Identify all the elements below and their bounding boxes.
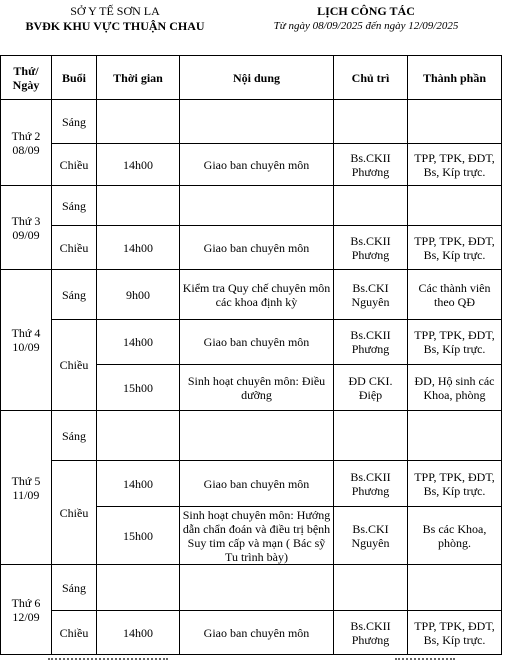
table-row bbox=[1, 320, 502, 365]
table-header-row bbox=[1, 56, 502, 100]
day-cell: Thứ 6 12/09 bbox=[1, 565, 52, 655]
time-cell: 14h00 bbox=[97, 226, 180, 270]
members-cell bbox=[408, 411, 502, 461]
chair-cell: Bs.CKII Phương bbox=[334, 320, 408, 365]
time-cell: 15h00 bbox=[97, 365, 180, 411]
content-cell: Kiểm tra Quy chế chuyên môn các khoa định kỳ bbox=[180, 270, 334, 320]
content-cell bbox=[180, 411, 334, 461]
time-cell: 14h00 bbox=[97, 320, 180, 365]
chair-cell: ĐD CKI. Điệp bbox=[334, 365, 408, 411]
time-cell: 14h00 bbox=[97, 611, 180, 655]
time-cell: 9h00 bbox=[97, 270, 180, 320]
schedule-table bbox=[0, 55, 502, 655]
chair-cell bbox=[334, 565, 408, 611]
session-cell: Chiều bbox=[52, 461, 97, 565]
day-cell: Thứ 3 09/09 bbox=[1, 186, 52, 270]
day-cell: Thứ 2 08/09 bbox=[1, 100, 52, 186]
members-cell bbox=[408, 100, 502, 144]
org-parent: SỞ Y TẾ SƠN LA bbox=[70, 4, 160, 18]
table-row bbox=[1, 100, 502, 144]
members-cell: TPP, TPK, ĐDT, Bs, Kíp trực. bbox=[408, 461, 502, 507]
session-cell: Chiều bbox=[52, 144, 97, 186]
doc-range: Từ ngày 08/09/2025 đến ngày 12/09/2025 bbox=[273, 20, 459, 32]
chair-cell bbox=[334, 186, 408, 226]
members-cell: TPP, TPK, ĐDT, Bs, Kíp trực. bbox=[408, 226, 502, 270]
chair-cell: Bs.CKII Phương bbox=[334, 611, 408, 655]
session-cell: Chiều bbox=[52, 226, 97, 270]
time-cell bbox=[97, 565, 180, 611]
time-cell bbox=[97, 100, 180, 144]
chair-cell: Bs.CKII Phương bbox=[334, 226, 408, 270]
time-cell bbox=[97, 186, 180, 226]
col-header-day: Thứ/ Ngày bbox=[1, 56, 52, 100]
session-cell: Sáng bbox=[52, 100, 97, 144]
content-cell: Giao ban chuyên môn bbox=[180, 611, 334, 655]
col-header-members: Thành phần bbox=[408, 56, 502, 100]
table-row bbox=[1, 565, 502, 611]
table-row bbox=[1, 144, 502, 186]
members-cell: TPP, TPK, ĐDT, Bs, Kíp trực. bbox=[408, 611, 502, 655]
content-cell bbox=[180, 565, 334, 611]
col-header-content: Nội dung bbox=[180, 56, 334, 100]
chair-cell: Bs.CKI Nguyên bbox=[334, 507, 408, 565]
session-cell: Chiều bbox=[52, 611, 97, 655]
footer-text-fragment bbox=[48, 658, 168, 666]
chair-cell: Bs.CKII Phương bbox=[334, 461, 408, 507]
time-cell: 15h00 bbox=[97, 507, 180, 565]
members-cell: Bs các Khoa, phòng. bbox=[408, 507, 502, 565]
chair-cell bbox=[334, 100, 408, 144]
session-cell: Sáng bbox=[52, 565, 97, 611]
day-cell: Thứ 5 11/09 bbox=[1, 411, 52, 565]
day-cell: Thứ 4 10/09 bbox=[1, 270, 52, 411]
content-cell: Sinh hoạt chuyên môn: Hướng dẫn chẩn đoán và điều trị bệnh Suy tim cấp và mạn ( Bác sỹ Tu trình bày) bbox=[180, 507, 334, 565]
members-cell: ĐD, Hộ sinh các Khoa, phòng bbox=[408, 365, 502, 411]
content-cell: Sinh hoạt chuyên môn: Điều dưỡng bbox=[180, 365, 334, 411]
time-cell: 14h00 bbox=[97, 144, 180, 186]
content-cell: Giao ban chuyên môn bbox=[180, 144, 334, 186]
session-cell: Chiều bbox=[52, 320, 97, 411]
table-row bbox=[1, 186, 502, 226]
members-cell bbox=[408, 186, 502, 226]
col-header-session: Buổi bbox=[52, 56, 97, 100]
members-cell: TPP, TPK, ĐDT, Bs, Kíp trực. bbox=[408, 144, 502, 186]
col-header-time: Thời gian bbox=[97, 56, 180, 100]
header-left bbox=[0, 4, 230, 34]
content-cell: Giao ban chuyên môn bbox=[180, 320, 334, 365]
session-cell: Sáng bbox=[52, 270, 97, 320]
time-cell: 14h00 bbox=[97, 461, 180, 507]
header-right bbox=[232, 4, 500, 34]
chair-cell: Bs.CKII Phương bbox=[334, 144, 408, 186]
org-name: BVĐK KHU VỰC THUẬN CHAU bbox=[25, 19, 205, 33]
table-row bbox=[1, 270, 502, 320]
members-cell: Các thành viên theo QĐ bbox=[408, 270, 502, 320]
members-cell bbox=[408, 565, 502, 611]
doc-title: LỊCH CÔNG TÁC bbox=[317, 4, 415, 18]
table-row bbox=[1, 461, 502, 507]
chair-cell: Bs.CKI Nguyên bbox=[334, 270, 408, 320]
footer-text-fragment bbox=[395, 658, 455, 666]
col-header-chair: Chủ trì bbox=[334, 56, 408, 100]
content-cell bbox=[180, 100, 334, 144]
content-cell: Giao ban chuyên môn bbox=[180, 461, 334, 507]
content-cell bbox=[180, 186, 334, 226]
table-row bbox=[1, 611, 502, 655]
session-cell: Sáng bbox=[52, 411, 97, 461]
chair-cell bbox=[334, 411, 408, 461]
time-cell bbox=[97, 411, 180, 461]
members-cell: TPP, TPK, ĐDT, Bs, Kíp trực. bbox=[408, 320, 502, 365]
table-row bbox=[1, 226, 502, 270]
content-cell: Giao ban chuyên môn bbox=[180, 226, 334, 270]
table-row bbox=[1, 411, 502, 461]
session-cell: Sáng bbox=[52, 186, 97, 226]
